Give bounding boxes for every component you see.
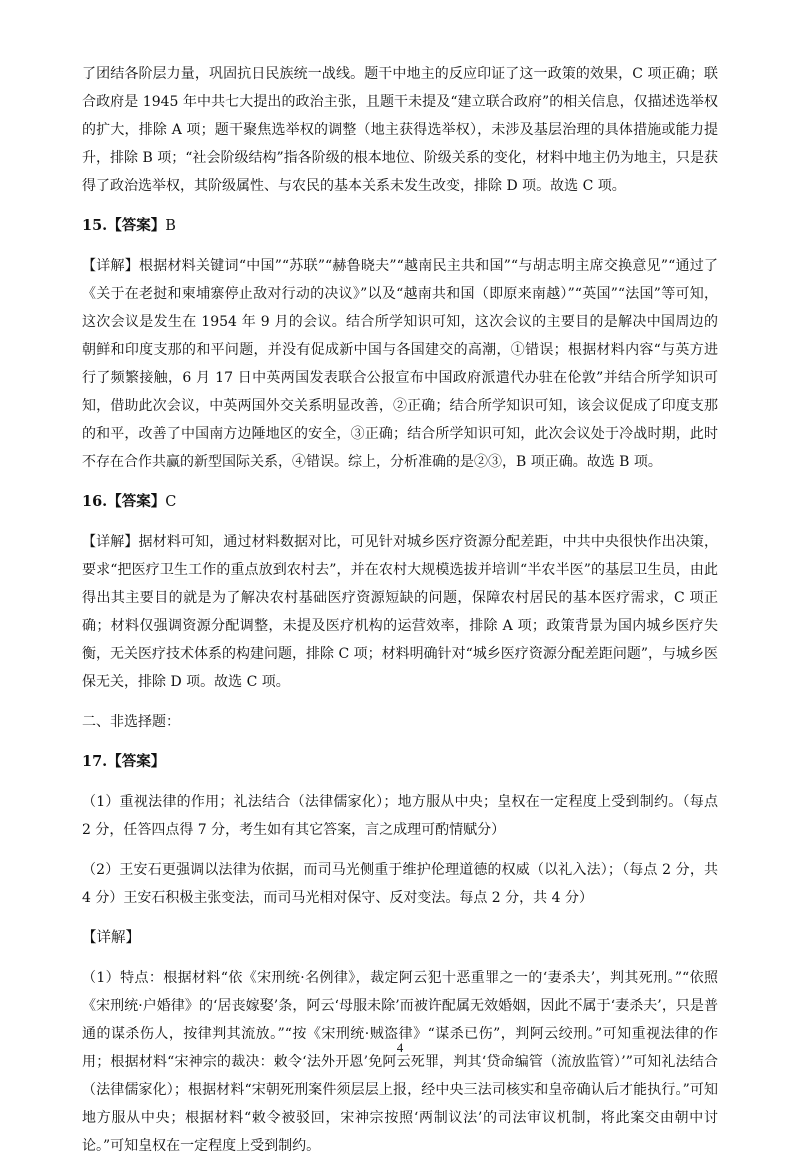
q15-answer-value: B [165,218,176,234]
q16-answer-value: C [165,494,177,510]
q16-number: 16. [82,493,108,510]
q17-answer-part1: （1）重视法律的作用；礼法结合（法律儒家化）；地方服从中央；皇权在一定程度上受到制约。（每点 2 分，任答四点得 7 分，考生如有其它答案，言之成理可酌情赋分） [82,794,718,838]
section-title: 二、非选择题： [82,714,180,730]
answer-page [82,60,718,1160]
q16-answer-line [82,488,718,516]
q15-detail: 【详解】根据材料关键词“中国”“苏联”“赫鲁晓夫”“越南民主共和国”“与胡志明主席交换意见”“通过了《关于在老挝和柬埔寨停止敌对行动的决议》”以及“越南共和国（即原来南越）”“英国”“法国”等可知，这次会议是发生在 1954 年 9 月的会议。结合所学知识可知，这次会议的主要目的是解决中国周边的朝鲜和印度支那的和平问题，并没有促成新中国与各国建交的高潮，①错误；根据材料内容“与英方进行了频繁接触，6 月 17 日中英两国发表联合公报宣布中国政府派遣代办驻在伦敦”并结合所学知识可知，借助此次会议，中英两国外交关系明显改善，②正确；结合所学知识可知，该会议促成了印度支那的和平，改善了中国南方边陲地区的安全，③正确；结合所学知识可知，此次会议处于冷战时期，此时不存在合作共赢的新型国际关系，④错误。综上，分析准确的是②③，B 项正确。故选 B 项。 [82,258,718,470]
q14-continuation: 了团结各阶层力量，巩固抗日民族统一战线。题干中地主的反应印证了这一政策的效果，C 项正确；联合政府是 1945 年中共七大提出的政治主张，且题干未提及“建立联合政府”的相关信息，仅描述选举权的扩大，排除 A 项；题干聚焦选举权的调整（地主获得选举权），未涉及基层治理的具体措施或能力提升，排除 B 项；“社会阶级结构”指各阶级的根本地位、阶级关系的变化，材料中地主仍为地主，只是获得了政治选举权，其阶级属性、与农民的基本关系未发生改变，排除 D 项。故选 C 项。 [82,66,718,194]
q15-answer-line [82,212,718,240]
q17-detail-tag: 【详解】 [82,930,140,946]
q17-number: 17. [82,753,108,770]
q16-detail: 【详解】据材料可知，通过材料数据对比，可见针对城乡医疗资源分配差距，中共中央很快作出决策，要求“把医疗卫生工作的重点放到农村去”，并在农村大规模选拔并培训“半农半医”的基层卫生员，由此得出其主要目的就是为了解决农村基础医疗资源短缺的问题，保障农村居民的基本医疗需求，C 项正确；材料仅强调资源分配调整，未提及医疗机构的运营效率，排除 A 项；政策背景为国内城乡医疗失衡，无关医疗技术体系的构建问题，排除 C 项；材料明确针对“城乡医疗资源分配差距问题”，与城乡医保无关，排除 D 项。故选 C 项。 [82,534,718,690]
page-number: 4 [396,1040,404,1055]
q17-detail: （1）特点：根据材料“依《宋刑统·名例律》，裁定阿云犯十恶重罪之一的‘妻杀夫’，判其死刑。”“依照《宋刑统·户婚律》的‘居丧嫁娶’条，阿云‘母服未除’而被许配属无效婚姻，因此不属于‘妻杀夫’，只是普通的谋杀伤人，按律判其流放。”“按《宋刑统·贼盗律》“谋杀已伤”，判阿云绞刑。”可知重视法律的作用；根据材料“宋神宗的裁决：敕令‘法外开恩’免阿云死罪，判其‘贷命编管（流放监管）’”可知礼法结合（法律儒家化）；根据材料“宋朝死刑案件须层层上报，经中央三法司核实和皇帝确认后才能执行。”可知地方服从中央；根据材料“敕令被驳回，宋神宗按照‘两制议法’的司法审议机制，将此案交由朝中讨论。”可知皇权在一定程度上受到制约。 [82,970,718,1154]
q15-number: 15. [82,217,108,234]
q16-answer-tag: 【答案】 [107,493,166,510]
q17-answer-tag: 【答案】 [107,753,166,770]
q17-answer-line [82,748,718,776]
q15-answer-tag: 【答案】 [107,217,166,234]
q17-answer-part2: （2）王安石更强调以法律为依据，而司马光侧重于维护伦理道德的权威（以礼入法）；（每点 2 分，共 4 分）王安石积极主张变法，而司马光相对保守、反对变法。每点 2 分，共 4 分） [82,862,718,906]
